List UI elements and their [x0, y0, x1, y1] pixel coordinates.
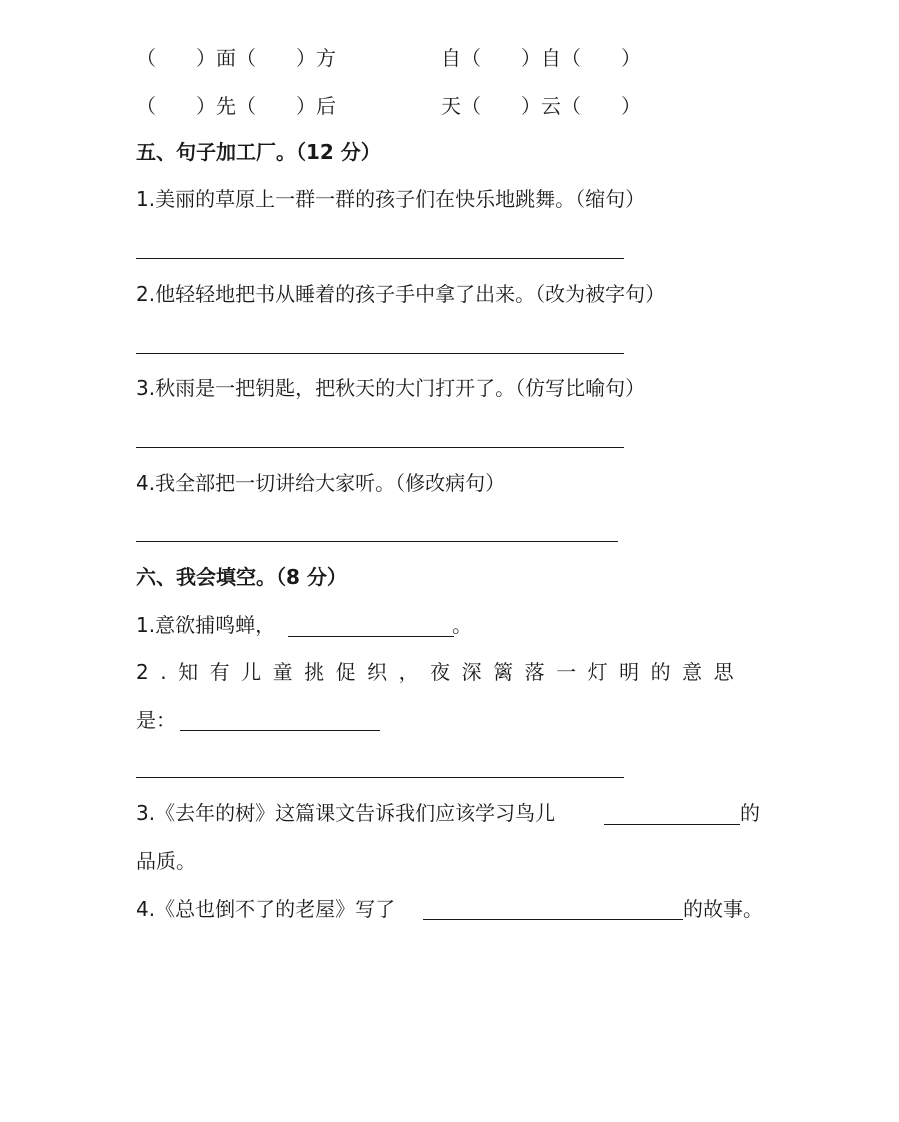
- answer-line-6-1[interactable]: [288, 636, 454, 637]
- section5-question-4: 4.我全部把一切讲给大家听。（修改病句）: [136, 471, 506, 495]
- section5-question-3: 3.秋雨是一把钥匙，把秋天的大门打开了。（仿写比喻句）: [136, 376, 646, 400]
- answer-line-5-1[interactable]: [136, 258, 624, 259]
- idiom-row1-left: （ ）面（ ）方: [136, 46, 336, 70]
- section6-question-4-suffix: 的故事。: [683, 897, 763, 921]
- section6-question-3-line2: 品质。: [136, 849, 196, 873]
- section6-question-4-prefix: 4.《总也倒不了的老屋》写了: [136, 897, 396, 921]
- section6-question-3-prefix: 3.《去年的树》这篇课文告诉我们应该学习鸟儿: [136, 801, 556, 825]
- answer-line-5-3[interactable]: [136, 447, 624, 448]
- answer-line-6-2b[interactable]: [136, 777, 624, 778]
- idiom-row1-right: 自（ ）自（ ）: [441, 46, 641, 70]
- section5-heading: 五、句子加工厂。（12 分）: [136, 140, 381, 164]
- section5-question-2: 2.他轻轻地把书从睡着的孩子手中拿了出来。（改为被字句）: [136, 282, 666, 306]
- answer-line-5-4[interactable]: [136, 541, 618, 542]
- section6-question-3-suffix: 的: [740, 801, 760, 825]
- answer-line-6-2a[interactable]: [180, 730, 380, 731]
- section6-question-1-prefix: 1.意欲捕鸣蝉，: [136, 613, 276, 637]
- idiom-row2-left: （ ）先（ ）后: [136, 94, 336, 118]
- answer-line-6-4[interactable]: [423, 919, 683, 920]
- section6-question-2-line2: 是：: [136, 708, 176, 732]
- section6-question-1-suffix: 。: [452, 613, 472, 637]
- section6-question-2-line1: 2.知有儿童挑促织，夜深篱落一灯明的意思: [136, 660, 746, 684]
- answer-line-5-2[interactable]: [136, 353, 624, 354]
- section6-heading: 六、我会填空。（8 分）: [136, 565, 347, 589]
- section5-question-1: 1.美丽的草原上一群一群的孩子们在快乐地跳舞。（缩句）: [136, 187, 646, 211]
- answer-line-6-3[interactable]: [604, 824, 740, 825]
- idiom-row2-right: 天（ ）云（ ）: [441, 94, 641, 118]
